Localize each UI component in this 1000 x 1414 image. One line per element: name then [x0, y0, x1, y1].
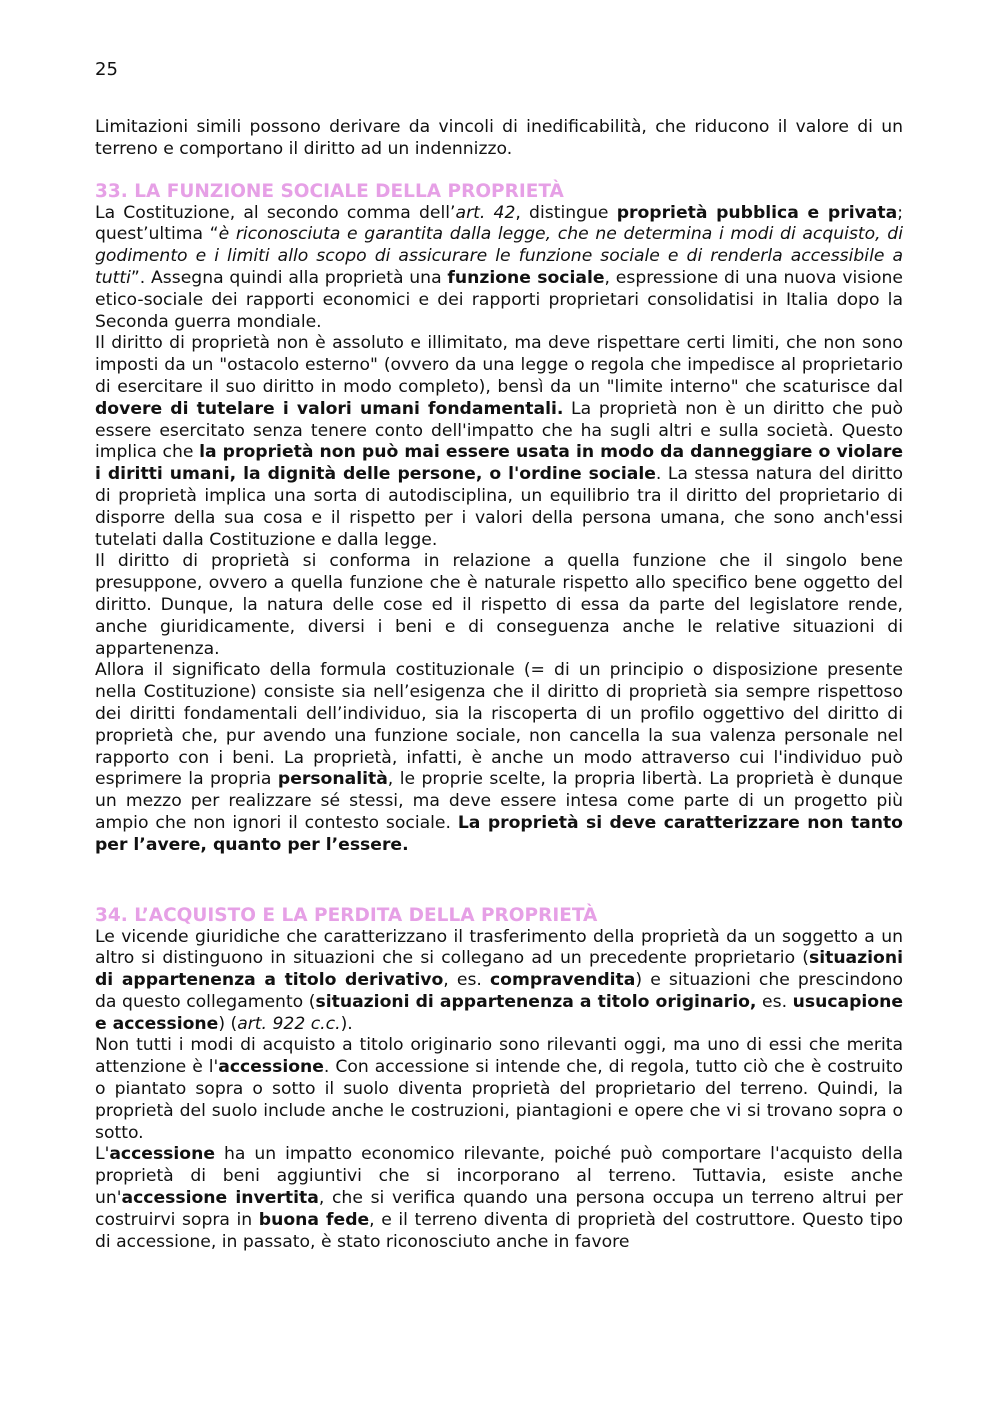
bold-text: situazioni di appartenenza a titolo originario, [315, 991, 757, 1012]
document-page [95, 58, 903, 1253]
text-run: , le proprie scelte, la propria libertà. La proprietà è dunque un mezzo per realizzare sé stessi, ma deve essere intesa come parte di un progetto più ampio che non ignori il contesto sociale. [95, 769, 903, 833]
text-run: ) ( [218, 1013, 238, 1034]
section-34-paragraph-2 [95, 1035, 903, 1144]
text-run: es. [756, 991, 793, 1012]
section-33-paragraph-1 [95, 203, 903, 334]
bold-text: situazioni di appartenenza a titolo derivativo [95, 948, 903, 991]
text-run: , distingue [515, 202, 617, 223]
text-run: ”. Assegna quindi alla proprietà una [130, 267, 448, 288]
italic-text: art. 922 c.c. [237, 1013, 341, 1034]
section-33-paragraph-3 [95, 551, 903, 660]
text-run: ha un impatto economico rilevante, poiché può comportare l'acquisto della proprietà di beni aggiuntivi che si incorporano al terreno. Tuttavia, esiste anche un' [95, 1144, 903, 1209]
bold-text: la proprietà non può mai essere usata in modo da danneggiare o violare i diritti umani, la dignità delle persone, o l'ordine sociale [95, 442, 903, 485]
bold-text: buona fede [258, 1209, 370, 1230]
bold-text: personalità [277, 769, 388, 790]
text-run: Il diritto di proprietà non è assoluto e illimitato, ma deve rispettare certi limiti, che non sono imposti da un "ostacolo esterno" (ovvero da una legge o regola che impedisce al proprietario di esercitare il suo diritto in modo completo), bensì da un "limite interno" che scaturisce dal [95, 333, 903, 397]
text-run: Le vicende giuridiche che caratterizzano il trasferimento della proprietà da un soggetto a un altro si distinguono in situazioni che si collegano ad un precedente proprietario ( [95, 926, 903, 969]
text-run: Non tutti i modi di acquisto a titolo originario sono rilevanti oggi, ma uno di essi che merita attenzione è l' [95, 1035, 903, 1078]
bold-text: La proprietà si deve caratterizzare non tanto per l’avere, quanto per l’essere. [95, 812, 903, 855]
text-run: Il diritto di proprietà si conforma in relazione a quella funzione che il singolo bene presuppone, ovvero a quella funzione che è naturale rispetto allo specifico bene oggetto del diritto. Dunque, la natura delle cose ed il rispetto di essa da parte del legislatore rende, anche giuridicamente, diversi i beni e di conseguenza anche le relative situazioni di appartenenza. [95, 551, 903, 659]
section-33-heading: 33. LA FUNZIONE SOCIALE DELLA PROPRIETÀ [95, 180, 564, 202]
text-run: . La stessa natura del diritto di proprietà implica una sorta di autodisciplina, un equilibrio tra il diritto del proprietario di disporre della sua cosa e il rispetto per i valori della persona umana, che sono anch'essi tutelati dalla Costituzione e dalla legge. [95, 464, 903, 550]
italic-text: è riconosciuta e garantita dalla legge, che ne determina i modi di acquisto, di godimento e i limiti allo scopo di assicurare le funzione sociale e di renderla accessibile a tutti [95, 224, 903, 288]
section-33-paragraph-2 [95, 333, 903, 551]
italic-text: art. 42 [455, 202, 516, 223]
section-33-paragraph-4 [95, 660, 903, 856]
text-run: , es. [443, 970, 490, 991]
text-run: , espressione di una nuova visione etico-sociale dei rapporti economici e dei rapporti proprietari consolidatisi in Italia dopo la Seconda guerra mondiale. [95, 267, 903, 332]
text-run: La proprietà non è un diritto che può essere esercitato senza tenere conto dell'impatto che ha sugli altri e sulla società. Questo implica che [95, 398, 903, 463]
text-run: , e il terreno diventa di proprietà del costruttore. Questo tipo di accessione, in passato, è stato riconosciuto anche in favore [95, 1209, 903, 1252]
intro-paragraph: Limitazioni simili possono derivare da vincoli di inedificabilità, che riducono il valore di un terreno e comportano il diritto ad un indennizzo. [95, 117, 903, 159]
section-34-paragraph-3 [95, 1144, 903, 1253]
text-run: , che si verifica quando una persona occupa un terreno altrui per costruirvi sopra in [95, 1188, 903, 1230]
text-run: ). [340, 1013, 353, 1034]
bold-text: funzione sociale [447, 267, 605, 288]
bold-text: compravendita [489, 970, 636, 991]
bold-text: proprietà pubblica e privata [616, 202, 898, 223]
bold-text: accessione [109, 1144, 215, 1165]
text-run: L' [95, 1144, 110, 1165]
bold-text: usucapione e accessione [95, 991, 904, 1034]
text-run: ; quest’ultima “ [95, 202, 904, 245]
text-run: . Con accessione si intende che, di regola, tutto ciò che è costruito o piantato sopra o sotto il suolo diventa proprietà del proprietario del terreno. Quindi, la proprietà del suolo include anche le costruzioni, piantagioni e opere che vi si trovano sopra o sotto. [95, 1057, 903, 1143]
section-34-heading: 34. L’ACQUISTO E LA PERDITA DELLA PROPRIETÀ [95, 904, 598, 926]
section-34-paragraph-1 [95, 927, 903, 1036]
bold-text: dovere di tutelare i valori umani fondamentali. [95, 398, 564, 419]
text-run: ) e situazioni che prescindono da questo collegamento ( [95, 970, 903, 1012]
text-run: Allora il significato della formula costituzionale (= di un principio o disposizione presente nella Costituzione) consiste sia nell’esigenza che il diritto di proprietà sia sempre rispettoso dei diritti fondamentali dell’individuo, sia la riscoperta di un profilo oggettivo del diritto di proprietà che, pur avendo una funzione sociale, non cancella la sua valenza personale nel rapporto con i beni. La proprietà, infatti, è anche un modo attraverso cui l'individuo può esprimere la propria [95, 660, 903, 790]
page-number: 25 [95, 59, 118, 80]
text-run: La Costituzione, al secondo comma dell’ [95, 202, 456, 223]
bold-text: accessione [218, 1057, 324, 1078]
bold-text: accessione invertita [121, 1188, 319, 1209]
